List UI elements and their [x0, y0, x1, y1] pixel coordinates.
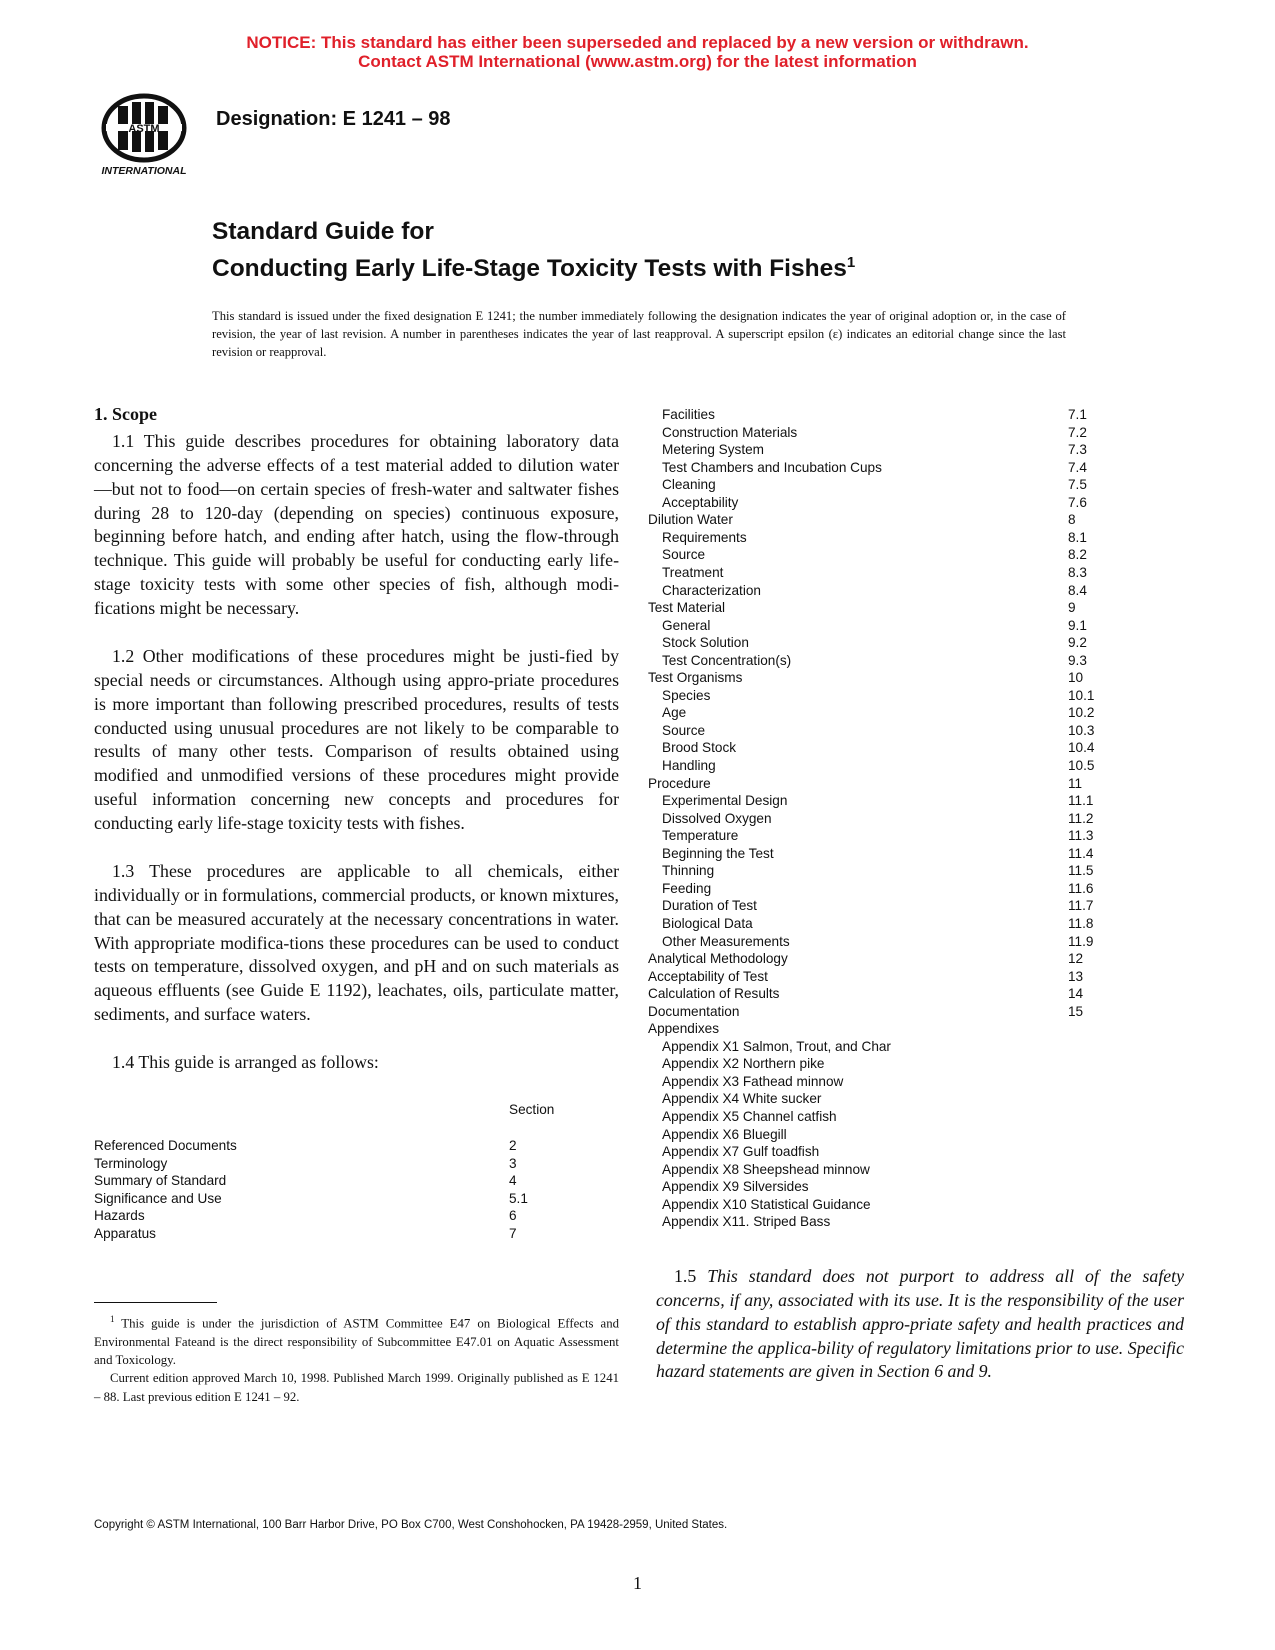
paragraph-1-4: 1.4 This guide is arranged as follows: [112, 1052, 379, 1072]
toc-label: Appendix X3 Fathead minnow [662, 1073, 844, 1089]
notice-line-1: NOTICE: This standard has either been superseded and replaced by a new version or withdrawn. [246, 33, 1029, 52]
toc-section-number: 7.2 [1068, 424, 1087, 440]
toc-row [648, 968, 1088, 986]
toc-label: Source [662, 547, 706, 563]
toc-section-number: 13 [1068, 968, 1084, 984]
toc-row [662, 792, 1102, 810]
title-line-2-text: Conducting Early Life-Stage Toxicity Tests with Fishes [212, 255, 847, 283]
toc-label: Test Chambers and Incubation Cups [662, 459, 882, 475]
toc-right-list [648, 406, 1095, 1244]
footnote-2: Current edition approved March 10, 1998. Published March 1999. Originally published as E 1241 – 88. Last previous edition E 1241 – 92. [94, 1371, 619, 1404]
toc-row [662, 617, 1102, 635]
toc-row [648, 599, 1088, 617]
notice-line-2: Contact ASTM International (www.astm.org) for the latest information [358, 52, 917, 71]
toc-section-number: 8.1 [1068, 529, 1087, 545]
toc-section-number: 11.5 [1068, 863, 1094, 879]
toc-label: Brood Stock [662, 740, 737, 756]
toc-row [648, 775, 1088, 793]
toc-label: Construction Materials [662, 424, 798, 440]
toc-row [662, 687, 1102, 705]
toc-label: Experimental Design [662, 793, 788, 809]
toc-row [662, 529, 1102, 547]
toc-row [662, 441, 1102, 459]
toc-section-number: 9.2 [1068, 635, 1087, 651]
toc-row [662, 406, 1102, 424]
footnote-text-1: This guide is under the jurisdiction of ASTM Committee E47 on Biological Effects and Environmental Fateand is the direct responsibility of Subcommittee E47.01 on Aquatic Assessment and Toxicology. [94, 1316, 619, 1368]
toc-row [662, 722, 1102, 740]
toc-label: Metering System [662, 442, 764, 458]
toc-section-number: 10 [1068, 670, 1084, 686]
toc-row [648, 669, 1088, 687]
paragraph-1-2: 1.2 Other modifications of these procedures might be justi-fied by special needs or circumstances. Although using appro-priate procedures is more important than following prescribed procedures, results of tests conducted using unusual procedures are not likely to be comparable to results of many other tests. Comparison of results obtained using modified and unmodified versions of these procedures might provide useful information concerning new concepts and procedures for conducting early life-stage toxicity tests with fishes. [94, 646, 619, 833]
toc-section-number: 11.1 [1068, 793, 1094, 809]
toc-section-number: 7 [509, 1226, 517, 1241]
toc-section-number: 15 [1068, 1003, 1084, 1019]
notice-banner [0, 33, 1275, 71]
toc-section-number: 7.5 [1068, 477, 1087, 493]
toc-label: Other Measurements [662, 933, 790, 949]
toc-row [94, 1137, 544, 1155]
toc-row [662, 1126, 1102, 1144]
toc-row [662, 1108, 1102, 1126]
toc-label: Facilities [662, 407, 715, 422]
toc-section-number: 10.2 [1068, 705, 1095, 721]
toc-section-number: 11.8 [1068, 915, 1094, 931]
toc-row [662, 1143, 1102, 1161]
toc-row [662, 424, 1102, 442]
toc-section-number: 14 [1068, 986, 1084, 1002]
toc-label: Appendix X9 Silversides [662, 1179, 809, 1195]
toc-label: Temperature [662, 828, 739, 844]
toc-label: Appendix X2 Northern pike [662, 1056, 825, 1072]
toc-label: Requirements [662, 529, 747, 545]
toc-row [94, 1155, 544, 1173]
toc-label: Source [662, 722, 706, 738]
toc-section-number: 2 [509, 1138, 517, 1153]
toc-section-number: 7.6 [1068, 494, 1087, 510]
toc-section-number: 7.4 [1068, 459, 1087, 475]
toc-left-list [94, 1137, 544, 1247]
toc-row [662, 564, 1102, 582]
toc-row [648, 985, 1088, 1003]
toc-row [662, 1055, 1102, 1073]
toc-row [662, 582, 1102, 600]
toc-label: Appendix X4 White sucker [662, 1091, 822, 1107]
page-number: 1 [633, 1573, 642, 1593]
toc-label: Appendix X8 Sheepshead minnow [662, 1161, 870, 1177]
footnote-rule [94, 1302, 217, 1303]
toc-label: Summary of Standard [94, 1173, 227, 1189]
toc-label: Beginning the Test [662, 845, 774, 861]
paragraph-1-5-number: 1.5 [674, 1266, 697, 1286]
toc-row [648, 1003, 1088, 1021]
toc-row [662, 845, 1102, 863]
toc-label: Apparatus [94, 1226, 156, 1241]
toc-row [662, 652, 1102, 670]
toc-label: Procedure [648, 775, 711, 791]
footnote-mark: 1 [110, 1314, 115, 1324]
toc-row [662, 1213, 1102, 1231]
toc-label: Biological Data [662, 915, 753, 931]
toc-label: Appendix X6 Bluegill [662, 1126, 787, 1142]
toc-section-number: 7.1 [1068, 407, 1087, 422]
toc-section-number: 8.3 [1068, 564, 1087, 580]
toc-label: Treatment [662, 564, 724, 580]
designation: Designation: E 1241 – 98 [216, 108, 451, 130]
paragraph-1-5-text: This standard does not purport to address all of the safety concerns, if any, associated with its use. It is the responsibility of the user of this standard to establish appro-priate safety and health practices and determine the applica-bility of regulatory limitations prior to use. Specific hazard statements are given in Section 6 and 9. [656, 1266, 1184, 1382]
toc-row [662, 476, 1102, 494]
toc-label: Test Material [648, 600, 726, 616]
toc-row [662, 1038, 1102, 1056]
toc-row [662, 704, 1102, 722]
toc-row [94, 1190, 544, 1208]
paragraph-1-5 [656, 1265, 1184, 1384]
toc-section-number: 11.3 [1068, 828, 1094, 844]
toc-label: Referenced Documents [94, 1138, 237, 1153]
toc-row [662, 494, 1102, 512]
toc-label: Significance and Use [94, 1190, 222, 1206]
toc-row [662, 739, 1102, 757]
toc-label: Appendixes [648, 1021, 720, 1037]
toc-section-number: 8.2 [1068, 547, 1087, 563]
toc-label: Dissolved Oxygen [662, 810, 772, 826]
toc-row [662, 1073, 1102, 1091]
issuance-note: This standard is issued under the fixed designation E 1241; the number immediately following the designation indicates the year of original adoption or, in the case of revision, the year of last revision. A number in parentheses indicates the year of last reapproval. A superscript epsilon (ε) indicates an editorial change since the last revision or reapproval. [212, 309, 1066, 359]
toc-section-number: 11.9 [1068, 933, 1094, 949]
document-title [212, 216, 855, 284]
toc-row [648, 1020, 1088, 1038]
toc-label: Appendix X7 Gulf toadfish [662, 1144, 820, 1160]
toc-label: Test Concentration(s) [662, 652, 792, 668]
toc-label: Appendix X11. Striped Bass [662, 1214, 831, 1230]
toc-row [648, 950, 1088, 968]
toc-label: Test Organisms [648, 670, 743, 686]
toc-section-number: 10.5 [1068, 758, 1095, 773]
toc-label: Species [662, 687, 711, 703]
toc-label: Analytical Methodology [648, 951, 788, 967]
toc-label: Terminology [94, 1155, 168, 1171]
toc-row [648, 511, 1088, 529]
toc-section-number: 9.1 [1068, 617, 1087, 633]
toc-section-number: 10.4 [1068, 740, 1095, 756]
toc-section-number: 9 [1068, 600, 1076, 616]
toc-row [662, 880, 1102, 898]
toc-section-number: 11.2 [1068, 810, 1094, 826]
toc-label: Age [662, 705, 687, 721]
scope-heading: 1. Scope [94, 404, 157, 424]
toc-section-number: 9.3 [1068, 652, 1087, 668]
toc-label: General [662, 617, 711, 633]
toc-row [662, 810, 1102, 828]
toc-label: Duration of Test [662, 898, 757, 914]
title-footnote-mark: 1 [846, 254, 856, 271]
toc-label: Handling [662, 758, 716, 773]
astm-logo [96, 84, 196, 180]
toc-label: Thinning [662, 863, 715, 879]
toc-label: Acceptability of Test [648, 968, 768, 984]
toc-section-number: 3 [509, 1155, 517, 1171]
toc-label: Stock Solution [662, 635, 749, 651]
toc-row [662, 933, 1102, 951]
toc-row [662, 827, 1102, 845]
toc-section-number: 8 [1068, 512, 1076, 528]
toc-section-number: 6 [509, 1208, 517, 1224]
toc-row [662, 897, 1102, 915]
toc-section-number: 11.4 [1068, 845, 1094, 861]
toc-label: Appendix X5 Channel catfish [662, 1109, 837, 1124]
toc-label: Appendix X10 Statistical Guidance [662, 1196, 871, 1212]
toc-row [662, 1178, 1102, 1196]
title-line-1: Standard Guide for [212, 218, 434, 245]
toc-label: Acceptability [662, 494, 739, 510]
footnote-1 [94, 1310, 619, 1370]
toc-row [662, 459, 1102, 477]
paragraph-1-1: 1.1 This guide describes procedures for obtaining laboratory data concerning the adverse effects of a test material added to dilution water—but not to food—on certain species of fresh-water and saltwater fishes during 28 to 120-day (depending on species) continuous exposure, beginning before hatch, and ending after hatch, using the flow-through technique. This guide will probably be useful for conducting early life-stage toxicity tests with some other species of fish, although modi-fications might be necessary. [94, 431, 619, 618]
toc-label: Documentation [648, 1003, 740, 1019]
toc-label: Characterization [662, 582, 761, 598]
logo-subtitle: INTERNATIONAL [101, 165, 187, 177]
toc-label: Dilution Water [648, 512, 733, 528]
toc-section-number: 10.1 [1068, 687, 1095, 703]
toc-section-number: 11.6 [1068, 880, 1094, 896]
toc-row [662, 1090, 1102, 1108]
toc-label: Feeding [662, 880, 712, 896]
toc-row [662, 546, 1102, 564]
toc-row [662, 1161, 1102, 1179]
toc-label: Cleaning [662, 477, 716, 493]
toc-row [94, 1225, 544, 1243]
title-line-2 [212, 247, 855, 284]
toc-section-number: 5.1 [509, 1190, 528, 1206]
toc-section-number: 10.3 [1068, 722, 1095, 738]
toc-row [662, 862, 1102, 880]
logo-wordmark: ASTM [128, 123, 160, 135]
toc-row [94, 1172, 544, 1190]
toc-row [94, 1207, 544, 1225]
toc-row [662, 1196, 1102, 1214]
paragraph-1-3: 1.3 These procedures are applicable to all chemicals, either individually or in formulations, commercial products, or known mixtures, that can be measured accurately at the necessary concentrations in water. With appropriate modifica-tions these procedures can be used to conduct tests on temperature, dissolved oxygen, and pH and on such materials as aqueous effluents (see Guide E 1192), leachates, oils, particulate matter, sediments, and surface waters. [94, 861, 619, 1025]
toc-label: Appendix X1 Salmon, Trout, and Char [662, 1038, 891, 1054]
toc-section-number: 8.4 [1068, 582, 1087, 598]
toc-row [662, 634, 1102, 652]
toc-section-number: 11.7 [1068, 898, 1094, 914]
copyright-line: Copyright © ASTM International, 100 Barr Harbor Drive, PO Box C700, West Conshohocken, PA 19428-2959, United States. [94, 1519, 728, 1531]
toc-section-number: 4 [509, 1173, 517, 1189]
toc-section-number: 12 [1068, 951, 1084, 967]
toc-label: Hazards [94, 1208, 145, 1224]
toc-section-header: Section [509, 1102, 555, 1117]
toc-row [662, 757, 1102, 775]
toc-section-number: 7.3 [1068, 442, 1087, 458]
toc-row [662, 915, 1102, 933]
toc-section-number: 11 [1068, 775, 1083, 791]
toc-label: Calculation of Results [648, 986, 780, 1002]
